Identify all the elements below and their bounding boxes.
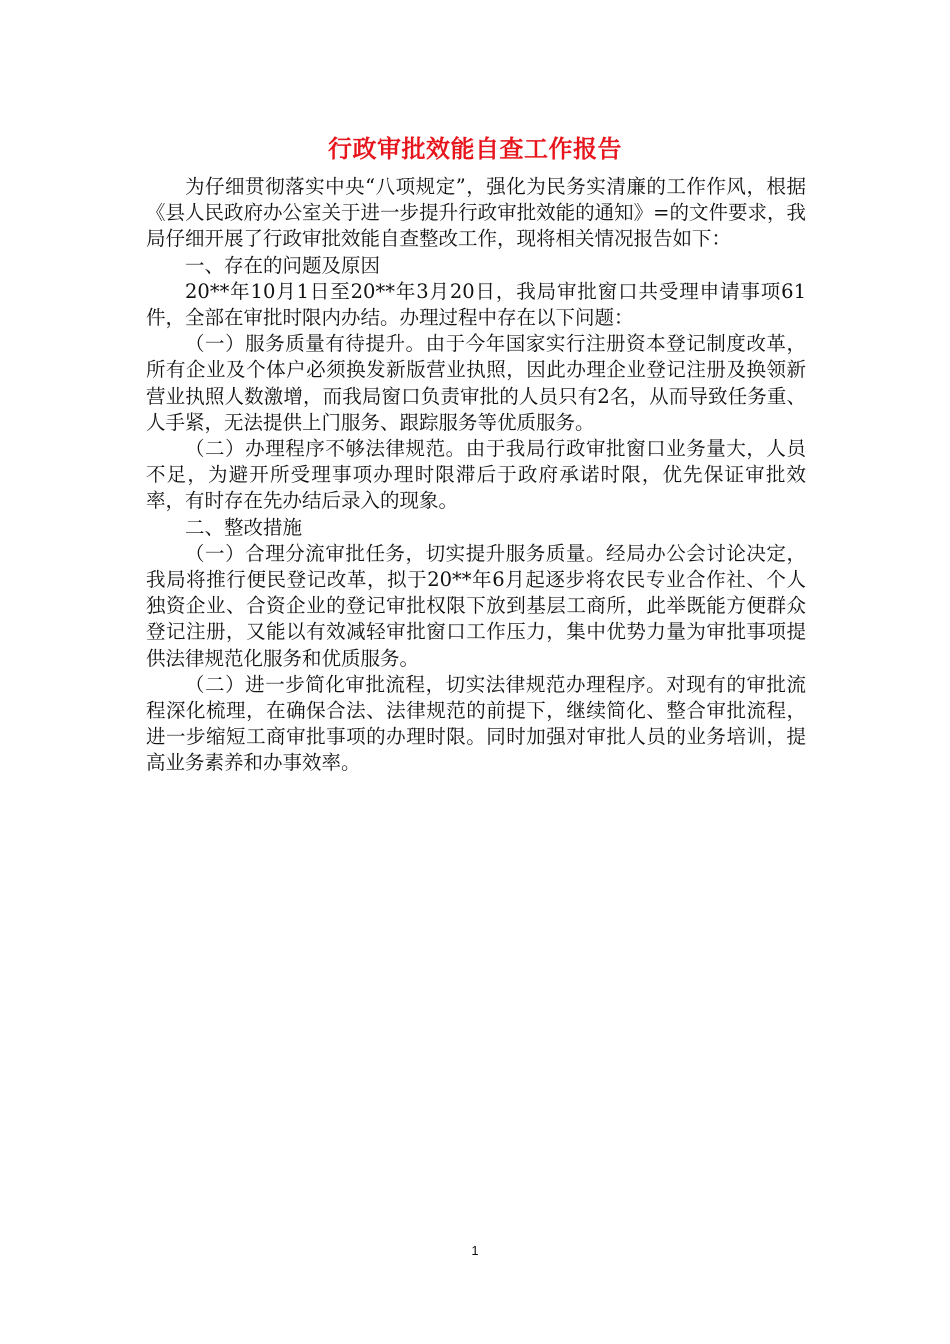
document-title: 行政审批效能自查工作报告 <box>328 135 622 163</box>
document-body <box>146 174 806 777</box>
paragraph-problem-2: （二）办理程序不够法律规范。由于我局行政审批窗口业务量大，人员不足，为避开所受理事项办理时限滞后于政府承诺时限，优先保证审批效率，有时存在先办结后录入的现象。 <box>146 437 806 513</box>
page-number: 1 <box>471 1243 479 1258</box>
paragraph-intro: 为仔细贯彻落实中央“八项规定”，强化为民务实清廉的工作作风，根据《县人民政府办公室关于进一步提升行政审批效能的通知》=的文件要求，我局仔细开展了行政审批效能自查整改工作，现将相关情况报告如下： <box>146 175 806 251</box>
section-heading-problems: 一、存在的问题及原因 <box>185 253 381 277</box>
paragraph-problem-1: （一）服务质量有待提升。由于今年国家实行注册资本登记制度改革，所有企业及个体户必须换发新版营业执照，因此办理企业登记注册及换领新营业执照人数激增，而我局窗口负责审批的人员只有2名，从而导致任务重、人手紧，无法提供上门服务、跟踪服务等优质服务。 <box>146 332 806 434</box>
paragraph-summary: 20**年10月1日至20**年3月20日，我局审批窗口共受理申请事项61件，全部在审批时限内办结。办理过程中存在以下问题： <box>146 279 806 330</box>
paragraph-measure-1: （一）合理分流审批任务，切实提升服务质量。经局办公会讨论决定，我局将推行便民登记改革，拟于20**年6月起逐步将农民专业合作社、个人独资企业、合资企业的登记审批权限下放到基层工商所，此举既能方便群众登记注册，又能以有效减轻审批窗口工作压力，集中优势力量为审批事项提供法律规范化服务和优质服务。 <box>146 541 806 670</box>
paragraph-measure-2: （二）进一步简化审批流程，切实法律规范办理程序。对现有的审批流程深化梳理，在确保合法、法律规范的前提下，继续简化、整合审批流程，进一步缩短工商审批事项的办理时限。同时加强对审批人员的业务培训，提高业务素养和办事效率。 <box>146 672 806 775</box>
section-heading-measures: 二、整改措施 <box>185 515 303 539</box>
